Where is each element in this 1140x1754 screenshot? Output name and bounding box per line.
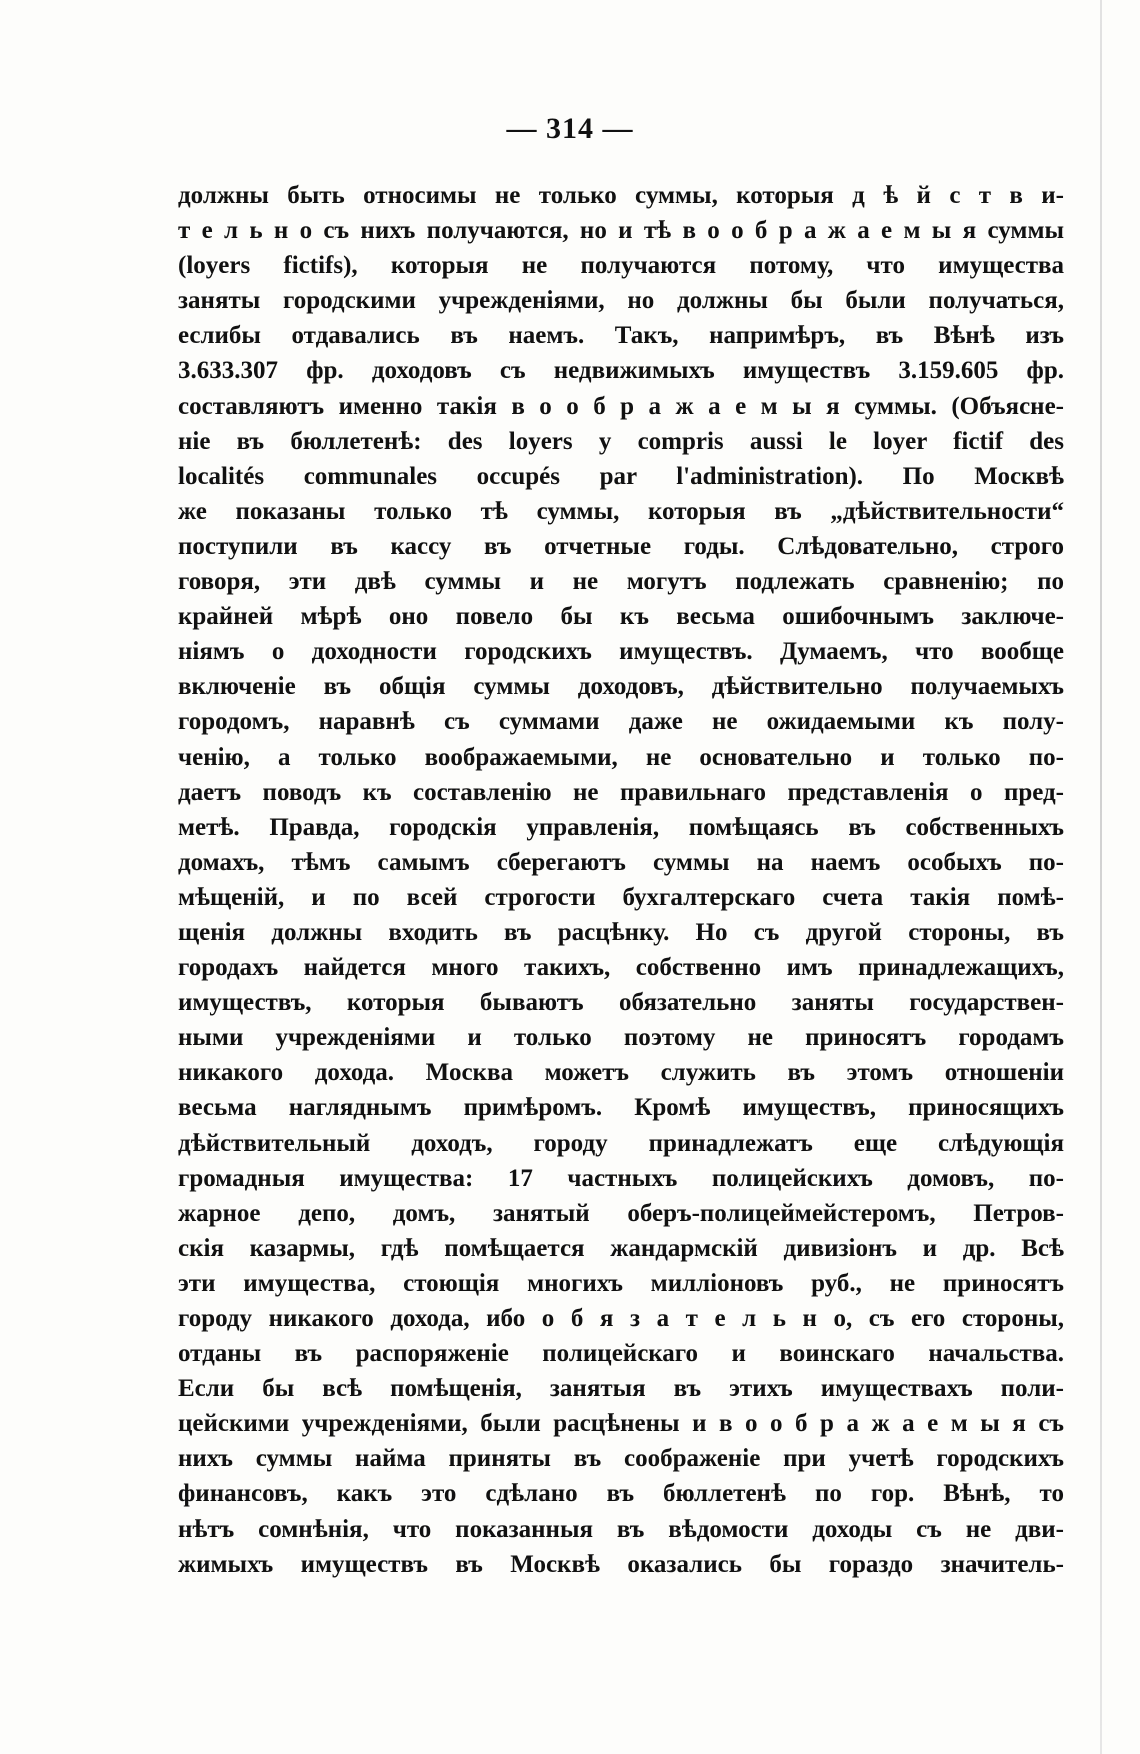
text-line: громадныя имущества: 17 частныхъ полицейскихъ домовъ, по- bbox=[178, 1164, 1064, 1192]
text-line: заняты городскими учрежденіями, но должны бы были получаться, bbox=[178, 287, 1064, 315]
page-number: — 314 — bbox=[506, 112, 634, 145]
text-line: говоря, эти двѣ суммы и не могутъ подлежать сравненію; по bbox=[178, 568, 1064, 596]
text-line: жарное депо, домъ, занятый оберъ-полицеймейстеромъ, Петров- bbox=[178, 1199, 1064, 1227]
text-line: ніе въ бюллетенѣ: des loyers y compris aussi le loyer fictif des bbox=[178, 427, 1064, 455]
text-line: нихъ суммы найма приняты въ соображеніе при учетѣ городскихъ bbox=[178, 1445, 1064, 1473]
text-line: включеніе въ общія суммы доходовъ, дѣйствительно получаемыхъ bbox=[178, 673, 1064, 701]
text-line: еслибы отдавались въ наемъ. Такъ, напримѣръ, въ Вѣнѣ изъ bbox=[178, 322, 1064, 350]
text-line: поступили въ кассу въ отчетные годы. Слѣдовательно, строго bbox=[178, 532, 1064, 560]
text-line: метѣ. Правда, городскія управленія, помѣщаясь въ собственныхъ bbox=[178, 813, 1064, 841]
text-line: нѣтъ сомнѣнія, что показанныя въ вѣдомости доходы съ не дви- bbox=[178, 1515, 1064, 1543]
body-text bbox=[178, 178, 1064, 1582]
text-line: домахъ, тѣмъ самымъ сберегаютъ суммы на наемъ особыхъ по- bbox=[178, 848, 1064, 876]
text-line: дѣйствительный доходъ, городу принадлежатъ еще слѣдующія bbox=[178, 1129, 1064, 1157]
text-line: localités communales occupés par l'administration). По Москвѣ bbox=[178, 462, 1064, 490]
text-line: ными учрежденіями и только поэтому не приносятъ городамъ bbox=[178, 1024, 1064, 1052]
text-line: же показаны только тѣ суммы, которыя въ „дѣйствительности“ bbox=[178, 497, 1064, 525]
text-line: ніямъ о доходности городскихъ имуществъ. Думаемъ, что вообще bbox=[178, 638, 1064, 666]
text-line: эти имущества, стоющія многихъ милліоновъ руб., не приносятъ bbox=[178, 1269, 1064, 1297]
text-line: щенія должны входить въ расцѣнку. Но съ другой стороны, въ bbox=[178, 918, 1064, 946]
text-line: имуществъ, которыя бываютъ обязательно заняты государствен- bbox=[178, 989, 1064, 1017]
text-line: крайней мѣрѣ оно повело бы къ весьма ошибочнымъ заключе- bbox=[178, 603, 1064, 631]
text-line: ченію, а только воображаемыми, не основательно и только по- bbox=[178, 743, 1064, 771]
text-line: Если бы всѣ помѣщенія, занятыя въ этихъ имуществахъ поли- bbox=[178, 1375, 1064, 1403]
scan-edge-shadow bbox=[1100, 0, 1102, 1754]
text-line: скія казармы, гдѣ помѣщается жандармскій дивизіонъ и др. Всѣ bbox=[178, 1234, 1064, 1262]
text-line: даетъ поводъ къ составленію не правильнаго представленія о пред- bbox=[178, 778, 1064, 806]
text-line: весьма нагляднымъ примѣромъ. Кромѣ имуществъ, приносящихъ bbox=[178, 1094, 1064, 1122]
text-line: отданы въ распоряженіе полицейскаго и воинскаго начальства. bbox=[178, 1340, 1064, 1368]
text-line: составляютъ именно такія в о о б р а ж а е м ы я суммы. (Объясне- bbox=[178, 392, 1064, 420]
text-line: городомъ, наравнѣ съ суммами даже не ожидаемыми къ полу- bbox=[178, 708, 1064, 736]
text-line: городу никакого дохода, ибо о б я з а т е л ь н о, съ его стороны, bbox=[178, 1305, 1064, 1332]
text-line: никакого дохода. Москва можетъ служить въ этомъ отношеніи bbox=[178, 1059, 1064, 1087]
text-line: цейскими учрежденіями, были расцѣнены и в о о б р а ж а е м ы я съ bbox=[178, 1410, 1064, 1438]
text-line: т е л ь н о съ нихъ получаются, но и тѣ в о о б р а ж а е м ы я суммы bbox=[178, 217, 1064, 245]
text-line: финансовъ, какъ это сдѣлано въ бюллетенѣ по гор. Вѣнѣ, то bbox=[178, 1480, 1064, 1508]
text-line: городахъ найдется много такихъ, собственно имъ принадлежащихъ, bbox=[178, 954, 1064, 982]
text-line: должны быть относимы не только суммы, которыя д ѣ й с т в и- bbox=[178, 182, 1064, 209]
text-line: жимыхъ имуществъ въ Москвѣ оказались бы гораздо значитель- bbox=[178, 1550, 1064, 1578]
text-line: (loyers fictifs), которыя не получаются потому, что имущества bbox=[178, 252, 1064, 280]
text-line: 3.633.307 фр. доходовъ съ недвижимыхъ имуществъ 3.159.605 фр. bbox=[178, 357, 1064, 385]
text-line: мѣщеній, и по всей строгости бухгалтерскаго счета такія помѣ- bbox=[178, 883, 1064, 911]
